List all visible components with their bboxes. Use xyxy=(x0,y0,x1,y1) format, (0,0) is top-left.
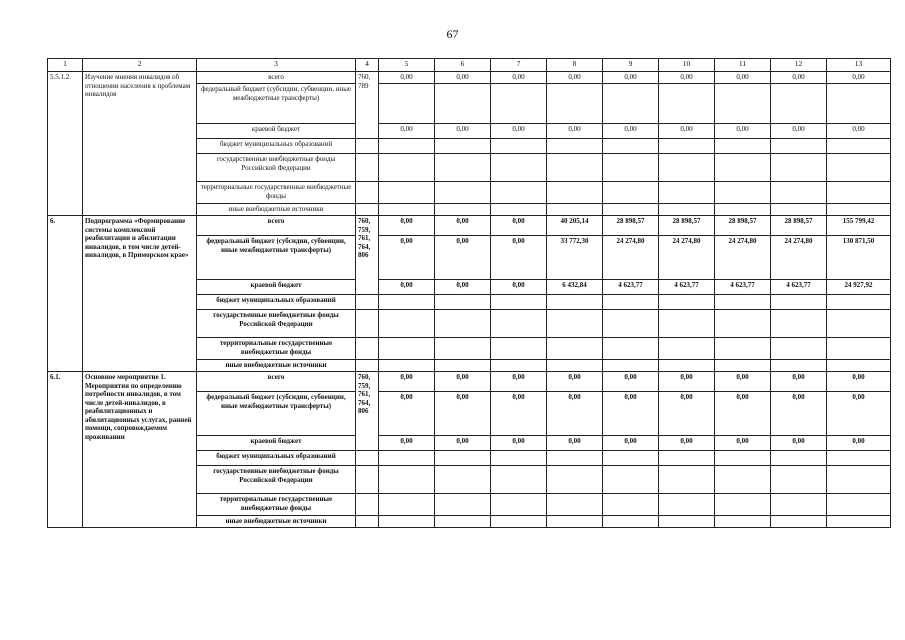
value-cell xyxy=(491,494,547,516)
value-cell xyxy=(771,466,827,494)
column-header: 12 xyxy=(771,59,827,72)
value-cell: 0,00 xyxy=(491,436,547,451)
value-cell xyxy=(715,338,771,360)
column-header: 9 xyxy=(603,59,659,72)
value-cell xyxy=(435,310,491,338)
value-cell: 24 274,80 xyxy=(603,236,659,280)
value-cell xyxy=(603,204,659,216)
value-cell xyxy=(659,204,715,216)
value-cell: 0,00 xyxy=(547,436,603,451)
funding-source: краевой бюджет xyxy=(197,280,356,295)
value-cell xyxy=(827,451,891,466)
column-header: 3 xyxy=(197,59,356,72)
value-cell xyxy=(547,182,603,204)
value-cell xyxy=(771,338,827,360)
value-cell xyxy=(771,310,827,338)
value-cell: 0,00 xyxy=(659,72,715,84)
value-cell xyxy=(379,154,435,182)
item-number: 6. xyxy=(48,216,83,372)
value-cell: 0,00 xyxy=(715,124,771,139)
budget-codes: 760, 789 xyxy=(356,72,379,139)
budget-codes-empty xyxy=(356,466,379,494)
value-cell xyxy=(547,295,603,310)
item-name: Изучение мнения инвалидов об отношении населения к проблемам инвалидов xyxy=(83,72,197,216)
value-cell xyxy=(547,139,603,154)
value-cell xyxy=(827,139,891,154)
value-cell xyxy=(491,204,547,216)
value-cell: 0,00 xyxy=(547,72,603,84)
value-cell xyxy=(827,182,891,204)
value-cell xyxy=(379,466,435,494)
budget-codes: 760, 759, 761, 764, 806 xyxy=(356,372,379,451)
column-header: 1 xyxy=(48,59,83,72)
value-cell xyxy=(491,451,547,466)
value-cell: 0,00 xyxy=(435,216,491,236)
item-number: 6.1. xyxy=(48,372,83,528)
value-cell: 0,00 xyxy=(547,124,603,139)
value-cell xyxy=(659,182,715,204)
value-cell xyxy=(491,338,547,360)
value-cell xyxy=(547,466,603,494)
value-cell: 28 898,57 xyxy=(603,216,659,236)
value-cell xyxy=(379,204,435,216)
value-cell xyxy=(379,295,435,310)
value-cell: 4 623,77 xyxy=(715,280,771,295)
value-cell xyxy=(771,295,827,310)
value-cell xyxy=(715,154,771,182)
value-cell xyxy=(827,516,891,528)
column-header: 4 xyxy=(356,59,379,72)
value-cell: 0,00 xyxy=(491,216,547,236)
funding-source: территориальные государственные внебюджетные фонды xyxy=(197,494,356,516)
column-header: 10 xyxy=(659,59,715,72)
value-cell: 0,00 xyxy=(435,280,491,295)
value-cell xyxy=(379,494,435,516)
value-cell: 0,00 xyxy=(491,372,547,392)
funding-source: всего xyxy=(197,72,356,84)
value-cell xyxy=(603,338,659,360)
value-cell: 4 623,77 xyxy=(603,280,659,295)
value-cell xyxy=(547,84,603,124)
value-cell xyxy=(771,154,827,182)
value-cell: 24 274,80 xyxy=(771,236,827,280)
funding-source: государственные внебюджетные фонды Российской Федерации xyxy=(197,466,356,494)
column-header: 13 xyxy=(827,59,891,72)
funding-source: федеральный бюджет (субсидии, субвенции, иные межбюджетные трансферты) xyxy=(197,392,356,436)
value-cell xyxy=(435,139,491,154)
value-cell: 24 274,80 xyxy=(659,236,715,280)
budget-codes-empty xyxy=(356,451,379,466)
value-cell xyxy=(771,451,827,466)
value-cell xyxy=(491,154,547,182)
value-cell xyxy=(379,516,435,528)
value-cell: 0,00 xyxy=(715,72,771,84)
value-cell xyxy=(659,310,715,338)
value-cell: 33 772,30 xyxy=(547,236,603,280)
table-row xyxy=(48,372,891,392)
budget-codes: 760, 759, 761, 764, 806 xyxy=(356,216,379,295)
column-header-row xyxy=(48,59,891,72)
value-cell: 0,00 xyxy=(435,236,491,280)
value-cell: 28 898,57 xyxy=(715,216,771,236)
value-cell xyxy=(715,494,771,516)
funding-source: иные внебюджетные источники xyxy=(197,204,356,216)
value-cell xyxy=(491,295,547,310)
value-cell: 24 274,80 xyxy=(715,236,771,280)
budget-codes-empty xyxy=(356,154,379,182)
value-cell: 0,00 xyxy=(771,124,827,139)
value-cell: 40 205,14 xyxy=(547,216,603,236)
value-cell: 0,00 xyxy=(435,372,491,392)
value-cell: 0,00 xyxy=(771,372,827,392)
value-cell: 0,00 xyxy=(827,372,891,392)
budget-codes-empty xyxy=(356,360,379,372)
value-cell: 0,00 xyxy=(379,372,435,392)
column-header: 6 xyxy=(435,59,491,72)
value-cell: 0,00 xyxy=(715,436,771,451)
value-cell xyxy=(491,182,547,204)
value-cell: 0,00 xyxy=(435,392,491,436)
value-cell xyxy=(827,154,891,182)
value-cell xyxy=(827,494,891,516)
value-cell xyxy=(547,310,603,338)
value-cell xyxy=(603,494,659,516)
value-cell xyxy=(491,139,547,154)
value-cell: 0,00 xyxy=(435,124,491,139)
column-header: 5 xyxy=(379,59,435,72)
value-cell xyxy=(547,451,603,466)
value-cell xyxy=(659,84,715,124)
budget-codes-empty xyxy=(356,338,379,360)
value-cell xyxy=(603,516,659,528)
budget-codes-empty xyxy=(356,516,379,528)
funding-source: краевой бюджет xyxy=(197,124,356,139)
column-header: 2 xyxy=(83,59,197,72)
value-cell: 0,00 xyxy=(491,72,547,84)
value-cell xyxy=(379,139,435,154)
value-cell xyxy=(603,182,659,204)
value-cell: 0,00 xyxy=(547,372,603,392)
value-cell: 0,00 xyxy=(603,72,659,84)
value-cell xyxy=(379,310,435,338)
funding-source: государственные внебюджетные фонды Российской Федерации xyxy=(197,154,356,182)
value-cell xyxy=(659,451,715,466)
funding-table xyxy=(47,58,891,528)
value-cell xyxy=(827,360,891,372)
value-cell: 155 799,42 xyxy=(827,216,891,236)
value-cell: 0,00 xyxy=(547,392,603,436)
value-cell xyxy=(435,516,491,528)
value-cell xyxy=(659,466,715,494)
value-cell xyxy=(547,154,603,182)
value-cell: 4 623,77 xyxy=(771,280,827,295)
value-cell xyxy=(379,338,435,360)
value-cell xyxy=(547,516,603,528)
value-cell: 0,00 xyxy=(435,72,491,84)
page-number: 67 xyxy=(446,27,459,41)
value-cell: 0,00 xyxy=(827,124,891,139)
value-cell xyxy=(715,204,771,216)
value-cell: 130 871,50 xyxy=(827,236,891,280)
value-cell: 0,00 xyxy=(715,392,771,436)
value-cell xyxy=(379,84,435,124)
funding-source: государственные внебюджетные фонды Российской Федерации xyxy=(197,310,356,338)
value-cell xyxy=(435,295,491,310)
value-cell: 0,00 xyxy=(379,392,435,436)
budget-codes-empty xyxy=(356,494,379,516)
value-cell xyxy=(715,310,771,338)
value-cell xyxy=(603,139,659,154)
funding-source: бюджет муниципальных образований xyxy=(197,139,356,154)
funding-source: федеральный бюджет (субсидии, субвенции, иные межбюджетные трансферты) xyxy=(197,84,356,124)
value-cell xyxy=(771,139,827,154)
value-cell xyxy=(771,84,827,124)
funding-source: краевой бюджет xyxy=(197,436,356,451)
value-cell: 0,00 xyxy=(491,280,547,295)
value-cell: 0,00 xyxy=(827,72,891,84)
value-cell xyxy=(603,154,659,182)
value-cell xyxy=(379,451,435,466)
funding-source: бюджет муниципальных образований xyxy=(197,451,356,466)
value-cell xyxy=(827,84,891,124)
value-cell xyxy=(491,84,547,124)
table-row xyxy=(48,216,891,236)
value-cell xyxy=(547,494,603,516)
value-cell: 0,00 xyxy=(715,372,771,392)
value-cell xyxy=(827,466,891,494)
value-cell xyxy=(659,139,715,154)
value-cell: 0,00 xyxy=(827,436,891,451)
funding-source: иные внебюджетные источники xyxy=(197,360,356,372)
value-cell: 0,00 xyxy=(491,124,547,139)
value-cell xyxy=(827,295,891,310)
value-cell xyxy=(435,466,491,494)
table-row xyxy=(48,72,891,84)
value-cell xyxy=(771,360,827,372)
value-cell: 0,00 xyxy=(379,124,435,139)
value-cell: 24 927,92 xyxy=(827,280,891,295)
value-cell: 0,00 xyxy=(379,72,435,84)
value-cell xyxy=(659,494,715,516)
funding-source: федеральный бюджет (субсидии, субвенции, иные межбюджетные трансферты) xyxy=(197,236,356,280)
value-cell xyxy=(715,451,771,466)
value-cell: 0,00 xyxy=(435,436,491,451)
value-cell xyxy=(435,204,491,216)
item-number: 5.5.1.2. xyxy=(48,72,83,216)
value-cell xyxy=(715,516,771,528)
value-cell: 4 623,77 xyxy=(659,280,715,295)
budget-codes-empty xyxy=(356,182,379,204)
value-cell xyxy=(603,451,659,466)
value-cell xyxy=(715,360,771,372)
budget-codes-empty xyxy=(356,295,379,310)
value-cell xyxy=(603,84,659,124)
column-header: 11 xyxy=(715,59,771,72)
value-cell xyxy=(771,494,827,516)
value-cell xyxy=(491,466,547,494)
value-cell xyxy=(435,154,491,182)
budget-codes-empty xyxy=(356,204,379,216)
value-cell: 0,00 xyxy=(771,392,827,436)
budget-codes-empty xyxy=(356,139,379,154)
value-cell: 0,00 xyxy=(491,392,547,436)
value-cell xyxy=(491,360,547,372)
value-cell: 0,00 xyxy=(379,436,435,451)
value-cell xyxy=(827,338,891,360)
value-cell xyxy=(603,310,659,338)
value-cell: 28 898,57 xyxy=(771,216,827,236)
funding-source: территориальные государственные внебюджетные фонды xyxy=(197,338,356,360)
value-cell xyxy=(659,338,715,360)
value-cell: 0,00 xyxy=(659,436,715,451)
value-cell xyxy=(659,360,715,372)
value-cell: 0,00 xyxy=(603,372,659,392)
column-header: 7 xyxy=(491,59,547,72)
value-cell xyxy=(603,466,659,494)
value-cell: 0,00 xyxy=(659,372,715,392)
value-cell: 0,00 xyxy=(771,72,827,84)
value-cell: 28 898,57 xyxy=(659,216,715,236)
value-cell xyxy=(715,84,771,124)
value-cell xyxy=(771,516,827,528)
table-body xyxy=(48,59,891,528)
value-cell xyxy=(603,360,659,372)
value-cell xyxy=(771,204,827,216)
value-cell xyxy=(435,451,491,466)
value-cell: 0,00 xyxy=(603,392,659,436)
value-cell: 0,00 xyxy=(827,392,891,436)
value-cell: 0,00 xyxy=(379,216,435,236)
value-cell: 0,00 xyxy=(603,124,659,139)
value-cell xyxy=(435,360,491,372)
value-cell xyxy=(491,310,547,338)
value-cell: 0,00 xyxy=(659,124,715,139)
value-cell xyxy=(771,182,827,204)
value-cell xyxy=(547,360,603,372)
value-cell: 0,00 xyxy=(603,436,659,451)
value-cell: 0,00 xyxy=(491,236,547,280)
value-cell xyxy=(827,310,891,338)
column-header: 8 xyxy=(547,59,603,72)
budget-codes-empty xyxy=(356,310,379,338)
value-cell xyxy=(715,466,771,494)
funding-source: бюджет муниципальных образований xyxy=(197,295,356,310)
value-cell xyxy=(715,139,771,154)
item-name: Подпрограмма «Формирование системы комплексной реабилитации и абилитации инвалидов, в том числе детей-инвалидов, в Приморском крае» xyxy=(83,216,197,372)
value-cell xyxy=(491,516,547,528)
value-cell xyxy=(547,338,603,360)
item-name: Основное мероприятие 1. Мероприятия по определению потребности инвалидов, в том числе детей-инвалидов, в реабилитационных и абилитационных услугах, ранней помощи, сопровождаемом проживании xyxy=(83,372,197,528)
value-cell: 0,00 xyxy=(659,392,715,436)
value-cell: 0,00 xyxy=(379,236,435,280)
funding-source: территориальные государственные внебюджетные фонды xyxy=(197,182,356,204)
value-cell xyxy=(435,182,491,204)
value-cell xyxy=(827,204,891,216)
value-cell xyxy=(379,182,435,204)
value-cell xyxy=(379,360,435,372)
value-cell xyxy=(715,182,771,204)
value-cell: 0,00 xyxy=(379,280,435,295)
value-cell: 0,00 xyxy=(771,436,827,451)
value-cell xyxy=(715,295,771,310)
funding-source: всего xyxy=(197,372,356,392)
value-cell: 6 432,84 xyxy=(547,280,603,295)
value-cell xyxy=(659,154,715,182)
value-cell xyxy=(659,295,715,310)
value-cell xyxy=(547,204,603,216)
funding-source: всего xyxy=(197,216,356,236)
value-cell xyxy=(435,494,491,516)
value-cell xyxy=(435,338,491,360)
value-cell xyxy=(435,84,491,124)
funding-source: иные внебюджетные источники xyxy=(197,516,356,528)
value-cell xyxy=(659,516,715,528)
value-cell xyxy=(603,295,659,310)
